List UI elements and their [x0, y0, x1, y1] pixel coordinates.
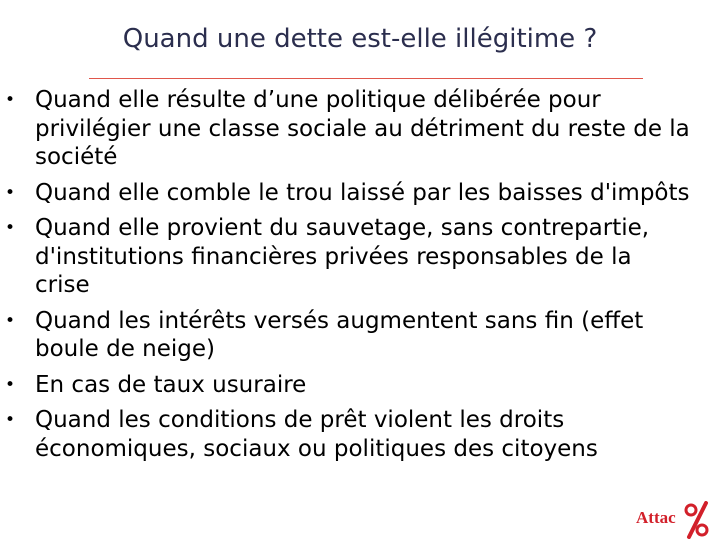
- bullet-text: En cas de taux usuraire: [35, 371, 307, 398]
- bullet-dot-icon: •: [5, 218, 16, 238]
- bullet-text: Quand elle comble le trou laissé par les baisses d'impôts: [35, 179, 690, 206]
- bullet-dot-icon: •: [5, 90, 16, 110]
- slide-title: Quand une dette est-elle illégitime ?: [122, 24, 598, 54]
- bullet-item: [0, 307, 690, 364]
- bullet-item: [0, 214, 690, 300]
- title-divider: [89, 78, 643, 79]
- bullet-dot-icon: •: [5, 410, 16, 430]
- bullet-dot-icon: •: [5, 374, 16, 395]
- bullet-dot-icon: •: [5, 310, 16, 331]
- bullet-text: Quand elle provient du sauvetage, sans contrepartie, d'institutions financières privées responsables de la crise: [35, 215, 650, 298]
- attac-logo: [634, 498, 714, 540]
- percent-logo-icon: [684, 501, 710, 539]
- bullet-list: [0, 86, 690, 470]
- bullet-item: [0, 86, 690, 172]
- bullet-item: [0, 406, 690, 463]
- bullet-item: [0, 179, 690, 208]
- bullet-text: Quand les conditions de prêt violent les droits économiques, sociaux ou politiques des citoyens: [35, 407, 598, 462]
- bullet-text: Quand elle résulte d’une politique délibérée pour privilégier une classe sociale au détriment du reste de la société: [35, 87, 690, 170]
- bullet-text: Quand les intérêts versés augmentent sans fin (effet boule de neige): [35, 307, 644, 362]
- bullet-dot-icon: •: [5, 182, 16, 203]
- logo-text: Attac: [636, 508, 676, 527]
- bullet-item: [0, 371, 690, 400]
